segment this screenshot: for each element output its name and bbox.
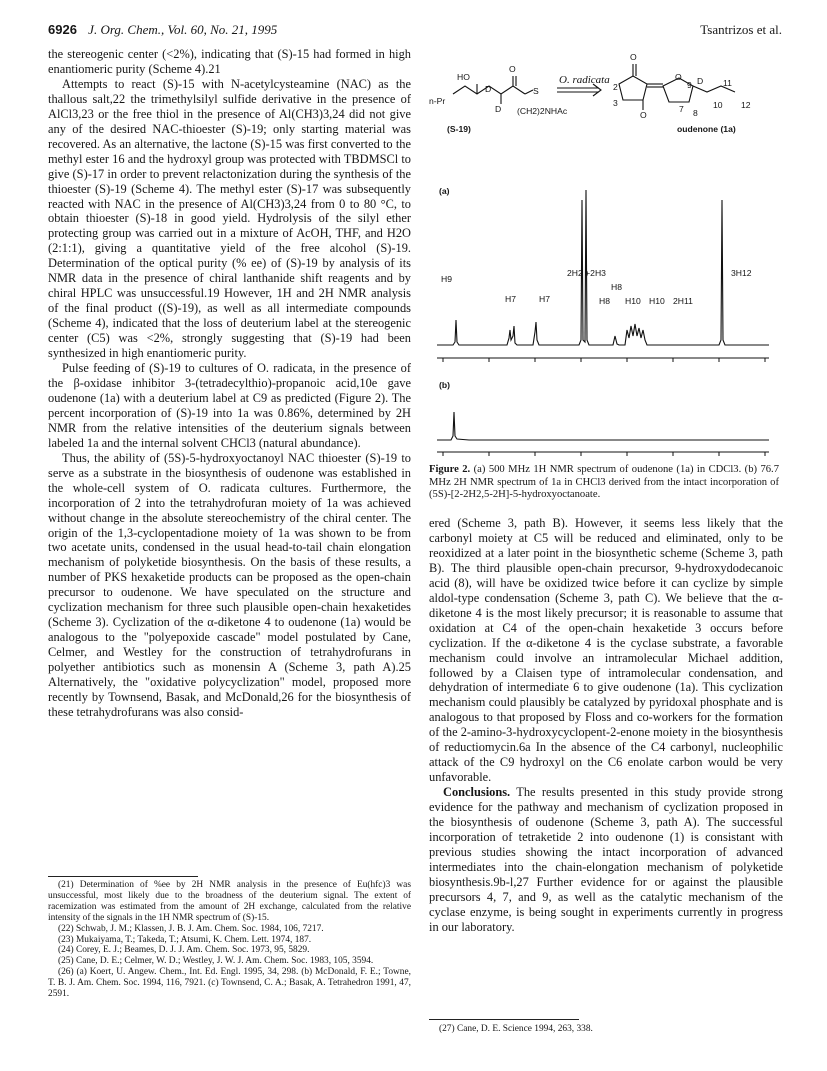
footnote-rule	[429, 1019, 579, 1020]
peak-label: H10	[625, 296, 641, 306]
footnote: (23) Mukaiyama, T.; Takeda, T.; Atsumi, K. Chem. Lett. 1974, 187.	[58, 934, 312, 945]
paragraph: ered (Scheme 3, path B). However, it seems less likely that the carbonyl moiety at C5 will be reduced and eliminated, only to be reoxidized at a later point in the biosynthetic scheme (Scheme 3, path B). The third plausible open-chain precursor, 9-hydroxydodecanoic acid (8), will have be oxidized twice before it can cyclize by simple aldol-type condensation (Scheme 3, path C). We believe that the α-diketone 4 is the most likely precursor; it is reasonable to assume that oxidation at C4 of the open-chain hexaketide 3 occurs before cyclization. If the α-diketone 4 is the cyclase substrate, a favorable mechanism could involve an intramolecular Michael addition, followed by a Claisen type of intramolecular condensation, and dehydration of intermediate 6 to give oudenone (1a). This cyclization mechanism could plausibly be catalyzed by pyridoxal phosphate and is analogous to that proposed by Floss and co-workers for the formation of the 2-amino-3-hydroxycyclopent-2-enone moiety in the biosynthesis of reductiomycin.6a In the absence of the C4 carbonyl, nucleophilic attack of the C9 hydroxyl on the C6 enolate carbon would be very unfavorable.	[429, 516, 783, 785]
left-footnotes	[48, 880, 411, 1000]
substrate-label: (S-19)	[447, 124, 471, 134]
atom-label-d: D	[697, 76, 704, 86]
paragraph: Pulse feeding of (S)-19 to cultures of O. radicata, in the presence of the β-oxidase inhibitor 3-(tetradecylthio)-propanoic acid,10e gave oudenone (1a) with a deuterium label at C9 as predicted (Figure 2). The percent incorporation of (S)-19 into 1a was 0.86%, determined by 2H NMR from the relative intensities of the deuterium signals between labeled 1a and the internal solvent CHCl3 (natural abundance).	[48, 361, 411, 450]
atom-label-o: O	[640, 110, 647, 120]
conclusions-heading: Conclusions.	[443, 785, 511, 800]
bond-s	[525, 90, 533, 94]
footnote: (25) Cane, D. E.; Celmer, W. D.; Westley, J. W. J. Am. Chem. Soc. 1983, 105, 3594.	[58, 956, 374, 967]
substituent-npr: n-Pr	[429, 96, 446, 106]
right-column	[429, 516, 783, 935]
footnote-rule	[48, 876, 198, 877]
atom-label-o: O	[675, 72, 682, 82]
atom-label-ho: HO	[457, 72, 470, 82]
running-authors: Tsantrizos et al.	[700, 22, 782, 37]
atom-number: 8	[693, 108, 698, 118]
figure-caption-text: (a) 500 MHz 1H NMR spectrum of oudenone (1a) in CDCl3. (b) 76.7 MHz 2H NMR spectrum of 1a in CHCl3 derived from the intact incorporation of (5S)-[2-2H2,5-2H]-5-hydroxyoctanoate.	[429, 464, 779, 500]
atom-label-o: O	[509, 64, 516, 74]
footnote: (21) Determination of %ee by 2H NMR analysis in the presence of Eu(hfc)3 was unsuccessful, most likely due to the broadness of the deuterium signal. The extent of racemization was estimated from the amount of 2H exchange, calculated from the relative intensity of the signals in the 1H NMR spectrum of (S)-15.	[48, 880, 411, 923]
scheme-reagent: O. radicata	[559, 74, 610, 86]
figure-caption-label: Figure 2.	[429, 464, 471, 475]
atom-number: 10	[713, 100, 723, 110]
figure-caption	[429, 464, 779, 502]
spectrum-b-trace	[437, 412, 769, 440]
footnote: (24) Corey, E. J.; Beames, D. J. J. Am. Chem. Soc. 1973, 95, 5829.	[58, 945, 310, 956]
atom-number: 12	[741, 100, 751, 110]
journal-citation: J. Org. Chem., Vol. 60, No. 21, 1995	[88, 22, 278, 37]
paragraph: the stereogenic center (<2%), indicating that (S)-15 had formed in high enantiomeric purity (Scheme 4).21	[48, 47, 411, 76]
footnote: (26) (a) Koert, U. Angew. Chem., Int. Ed. Engl. 1995, 34, 298. (b) McDonald, F. E.; Towne, T. B. J. Am. Chem. Soc. 1994, 116, 7921. (c) Townsend, C. A.; Basak, A. Tetrahedron 1991, 47, 2591.	[48, 967, 411, 1000]
left-column	[48, 47, 411, 720]
peak-label: H7	[539, 294, 550, 304]
panel-b-label: (b)	[439, 380, 450, 390]
atom-label-o: O	[630, 52, 637, 62]
substituent-chain: (CH2)2NHAc	[517, 106, 568, 116]
product-label: oudenone (1a)	[677, 124, 736, 134]
peak-label: H8	[599, 296, 610, 306]
peak-label: H8	[611, 282, 622, 292]
atom-label-d: D	[485, 84, 492, 94]
peak-label: 2H2 +2H3	[567, 268, 606, 278]
peak-label: 3H12	[731, 268, 752, 278]
page-header	[48, 22, 782, 40]
atom-label-d: D	[495, 104, 502, 114]
atom-number: 7	[679, 104, 684, 114]
figure-graphic	[429, 40, 783, 460]
peak-label: H7	[505, 294, 516, 304]
conclusions-text: The results presented in this study provide strong evidence for the pathway and mechanism of cyclization proposed in the biosynthesis of oudenone (Scheme 3, path A). The successful incorporation of tetraketide 2 into oudenone (1) is consistant with previous studies showing the intact incorporation of advanced intermediates into the chain-elongation mechanism of polyketide biosynthesis.9b-l,27 Further evidence for or against the plausible precursors 4, 7, and 9, as well as the catalytic mechanism of the cyclase enzyme, is being sought in experiments currently in progress in our laboratory.	[429, 785, 783, 934]
figure-2	[429, 40, 783, 510]
cyclopentadione-ring	[619, 76, 647, 100]
atom-label-s: S	[533, 86, 539, 96]
peak-label: H10	[649, 296, 665, 306]
paragraph: Attempts to react (S)-15 with N-acetylcysteamine (NAC) as the thallous salt,22 the trimethylsilyl sulfide derivative in the presence of AlCl3,23 or the free thiol in the presence of Al(CH3)3,24 did not give any of the desired NAC-thioester (S)-19; only starting material was recovered. As an alternative, the lactone (S)-15 was first converted to the methyl ester 16 and the hydroxyl group was protected with TBDMSCl to give (S)-17 in order to prevent relactonization during the synthesis of the thioester (S)-19 (Scheme 4). The methyl ester (S)-17 was subsequently reacted with NAC in the presence of Al(CH3)3,24 from 0 to 80 °C, to obtain thioester (S)-18 in good yield. Hydrolysis of the silyl ether protecting group was carried out in a mixture of AcOH, THF, and H2O (2:1:1), giving a quantitative yield of the free alcohol (S)-19. Determination of the optical purity (% ee) of (S)-19 by analysis of its NMR data in the presence of chiral lanthanide shift reagents and by chiral HPLC was unsuccessful.19 However, 1H and 2H NMR analysis of the final product ((S)-19), as well as all intermediate compounds (Scheme 4), indicated that the loss of deuterium label at the stereogenic center (C5) was <2%, strongly suggesting that (S)-19 had been synthesized in high enantiomeric purity.	[48, 76, 411, 361]
atom-number: 2	[613, 82, 618, 92]
footnote: (22) Schwab, J. M.; Klassen, J. B. J. Am. Chem. Soc. 1984, 106, 7217.	[58, 923, 324, 934]
atom-number: 3	[613, 98, 618, 108]
atom-number: 9	[687, 80, 692, 90]
paragraph: Thus, the ability of (5S)-5-hydroxyoctanoyl NAC thioester (S)-19 to serve as a substrate in the biosynthesis of oudenone was established in the whole-cell system of O. radicata cultures. Furthermore, the incorporation of 2 into the tetrahydrofuran moiety of 1a was achieved without change in the absolute stereochemistry of the chiral center. The origin of the 1,3-cyclopentadione moiety of 1a was shown to be from two acetate units, condensed in the usual head-to-tail chain elongation mechanism of polyketide biosynthesis. On the basis of these results, a number of PKS hexaketide products can be proposed as the open-chain precursor to oudenone. We have speculated on the structure and cyclization mechanism for three such plausible open-chain hexaketides (Scheme 3). Cyclization of the α-diketone 4 to oudenone (1a) would be analogous to the "polyepoxide cascade" model postulated by Cane, Celmer, and Westley for the construction of tetrahydrofurans in polyether antibiotics such as monensin A (Scheme 3, path A).25 Alternatively, the "oxidative polycyclization" model, proposed more recently by Townsend, Basak, and McDonald,26 for the biosynthesis of these tetrahydrofurans was also consid-	[48, 450, 411, 719]
page-number: 6926	[48, 22, 77, 37]
peak-label: 2H11	[673, 296, 693, 306]
right-footnotes	[429, 1024, 783, 1035]
peak-label: H9	[441, 274, 452, 284]
footnote: (27) Cane, D. E. Science 1994, 263, 338.	[439, 1024, 593, 1034]
conclusions-paragraph	[429, 785, 783, 935]
atom-number: 11	[723, 78, 732, 88]
panel-a-label: (a)	[439, 186, 450, 196]
